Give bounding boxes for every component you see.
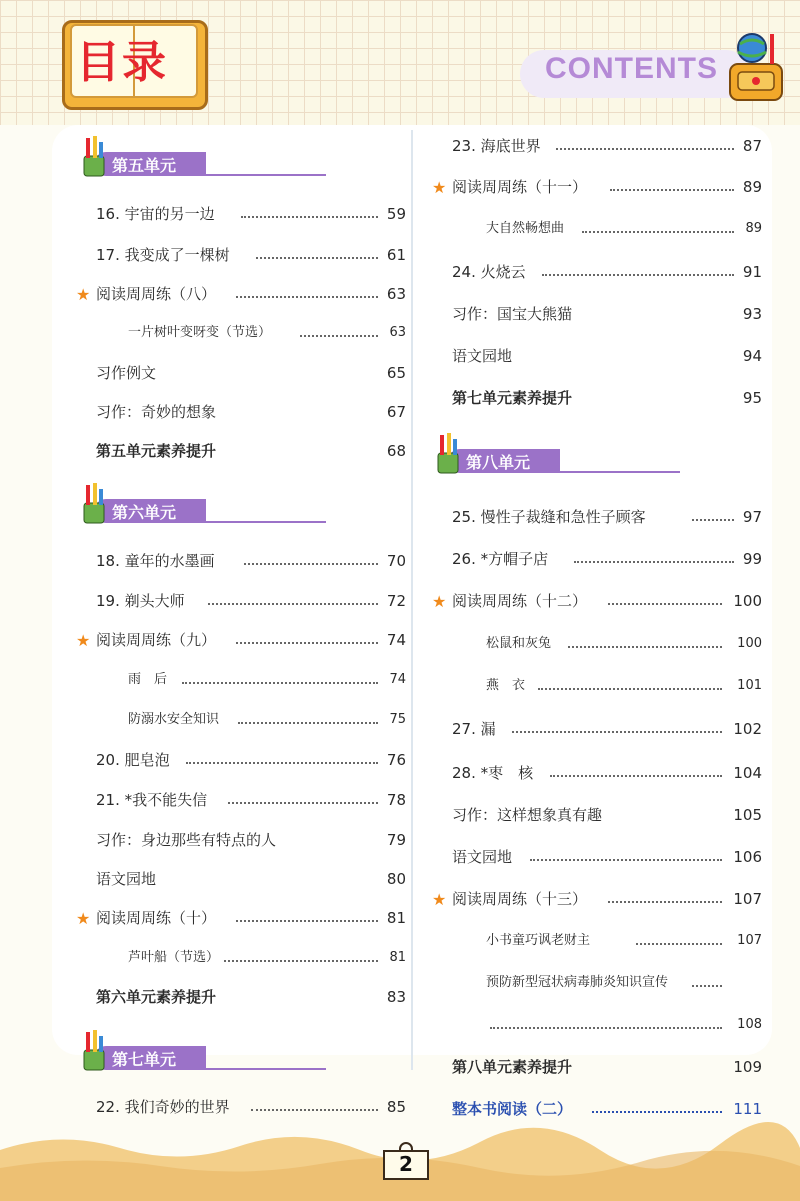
toc-entry[interactable]: 22. 我们奇妙的世界 85: [96, 1098, 406, 1116]
toc-entry[interactable]: 23. 海底世界 87: [452, 137, 762, 155]
toc-entry[interactable]: 26. *方帽子店 99: [452, 550, 762, 568]
pencil-cup-icon: [76, 481, 110, 525]
toc-subentry[interactable]: 一片树叶变呀变（节选） 63: [128, 325, 406, 340]
star-icon: ★: [432, 178, 447, 197]
toc-subentry[interactable]: 松鼠和灰兔 100: [486, 636, 762, 651]
toc-subentry[interactable]: 防溺水安全知识 75: [128, 712, 406, 727]
contents-label: CONTENTS: [545, 52, 718, 85]
toc-subentry[interactable]: 小书童巧讽老财主 107: [486, 933, 762, 948]
toc-entry[interactable]: 第六单元素养提升 83: [96, 988, 406, 1006]
school-bag-globe-icon: [722, 30, 788, 104]
toc-entry[interactable]: 语文园地 80: [96, 870, 406, 888]
page-number-sign: [383, 1142, 429, 1182]
toc-entry[interactable]: ★ 阅读周周练（十二） 100: [432, 592, 762, 611]
pencil-cup-icon: [76, 134, 110, 178]
toc-subentry[interactable]: 预防新型冠状病毒肺炎知识宣传: [486, 972, 762, 994]
unit-5-label: 第五单元: [112, 156, 177, 175]
pencil-cup-icon: [76, 1028, 110, 1072]
toc-entry[interactable]: 习作：奇妙的想象 67: [96, 403, 406, 421]
toc-subentry-continued[interactable]: 108: [486, 1014, 762, 1036]
pencil-cup-icon: [430, 431, 464, 475]
page-number: 2: [399, 1152, 413, 1176]
toc-entry[interactable]: 16. 宇宙的另一边 59: [96, 205, 406, 223]
unit-banner-7: [76, 1040, 336, 1070]
star-icon: ★: [76, 631, 91, 650]
unit-banner-5: [76, 146, 336, 176]
toc-entry[interactable]: 习作：身边那些有特点的人 79: [96, 831, 406, 849]
star-icon: ★: [432, 890, 447, 909]
column-divider: [411, 130, 413, 1070]
toc-entry[interactable]: ★ 阅读周周练（十一） 89: [432, 178, 762, 197]
unit-banner-6: [76, 493, 336, 523]
star-icon: ★: [432, 592, 447, 611]
page-title: 目录: [76, 37, 168, 88]
toc-entry[interactable]: 语文园地 106: [452, 848, 762, 866]
unit-6-label: 第六单元: [112, 503, 177, 522]
star-icon: ★: [76, 285, 91, 304]
toc-entry[interactable]: ★ 阅读周周练（十三） 107: [432, 890, 762, 909]
toc-entry[interactable]: 27. 漏 102: [452, 720, 762, 738]
toc-subentry[interactable]: 雨 后 74: [128, 672, 406, 687]
toc-entry[interactable]: 20. 肥皂泡 76: [96, 751, 406, 769]
toc-entry[interactable]: 28. *枣 核 104: [452, 764, 762, 782]
toc-entry[interactable]: 24. 火烧云 91: [452, 263, 762, 281]
toc-entry[interactable]: 17. 我变成了一棵树 61: [96, 246, 406, 264]
toc-entry[interactable]: 25. 慢性子裁缝和急性子顾客 97: [452, 508, 762, 526]
unit-8-label: 第八单元: [466, 453, 531, 472]
toc-entry[interactable]: 第七单元素养提升 95: [452, 389, 762, 407]
toc-subentry[interactable]: 燕 衣 101: [486, 678, 762, 693]
toc-entry[interactable]: 语文园地 94: [452, 347, 762, 365]
toc-entry[interactable]: 第五单元素养提升 68: [96, 442, 406, 460]
toc-subentry[interactable]: 大自然畅想曲 89: [486, 221, 762, 236]
toc-entry[interactable]: 习作例文 65: [96, 364, 406, 382]
toc-entry[interactable]: 第八单元素养提升 109: [452, 1058, 762, 1076]
toc-subentry[interactable]: 芦叶船（节选） 81: [128, 950, 406, 965]
unit-banner-8: [430, 443, 690, 473]
toc-entry[interactable]: 习作：这样想象真有趣 105: [452, 806, 762, 824]
toc-entry[interactable]: ★ 阅读周周练（九） 74: [76, 631, 406, 650]
unit-7-label: 第七单元: [112, 1050, 177, 1069]
title-book-icon: [62, 18, 210, 110]
toc-entry[interactable]: 18. 童年的水墨画 70: [96, 552, 406, 570]
toc-entry[interactable]: ★ 阅读周周练（十） 81: [76, 909, 406, 928]
toc-entry[interactable]: ★ 阅读周周练（八） 63: [76, 285, 406, 304]
toc-entry-whole-book-reading[interactable]: 整本书阅读（二） 111: [452, 1100, 762, 1118]
toc-entry[interactable]: 习作：国宝大熊猫 93: [452, 305, 762, 323]
toc-entry[interactable]: 19. 剃头大师 72: [96, 592, 406, 610]
toc-entry[interactable]: 21. *我不能失信 78: [96, 791, 406, 809]
star-icon: ★: [76, 909, 91, 928]
